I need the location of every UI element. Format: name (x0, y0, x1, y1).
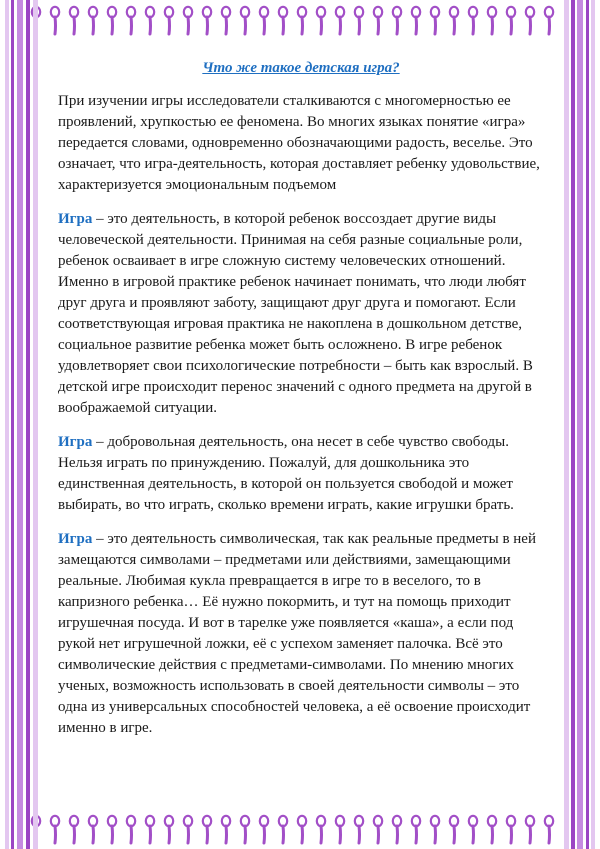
spiral-ring-icon (317, 7, 325, 34)
spiral-ring-icon (146, 816, 154, 843)
side-stripe (33, 0, 38, 849)
spiral-ring-icon (127, 816, 135, 843)
spiral-border-bottom (0, 809, 600, 849)
spiral-ring-icon (412, 816, 420, 843)
spiral-ring-icon (279, 816, 287, 843)
spiral-ring-icon (279, 7, 287, 34)
spiral-ring-icon (241, 7, 249, 34)
spiral-ring-icon (393, 7, 401, 34)
spiral-ring-icon (203, 7, 211, 34)
spiral-ring-icon (469, 816, 477, 843)
spiral-ring-icon (450, 7, 458, 34)
spiral-ring-icon (545, 7, 553, 34)
spiral-ring-icon (526, 816, 534, 843)
spiral-ring-icon (108, 816, 116, 843)
spiral-ring-icon (336, 816, 344, 843)
paragraph-term: Игра (58, 434, 93, 450)
spiral-ring-icon (317, 816, 325, 843)
spiral-ring-icon (450, 816, 458, 843)
spiral-ring-icon (336, 7, 344, 34)
spiral-ring-icon (355, 816, 363, 843)
spiral-ring-icon (51, 7, 59, 34)
paragraph-intro (58, 91, 544, 196)
spiral-ring-icon (412, 7, 420, 34)
spiral-ring-icon (70, 816, 78, 843)
paragraph-definition-1 (58, 209, 544, 419)
paragraph-text: – это деятельность, в которой ребенок воссоздает другие виды человеческой деятельности. Принимая на себя разные социальные роли, ребенок осваивает в игре сложную систему человеческих отношений. Именно в игровой практике ребенок начинает понимать, что люди любят друг друга и проявляют заботу, защищают друг друга и помогают. Если соответствующая игровая практика не накоплена в дошкольном детстве, социальное развитие ребенка может быть осложнено. В игре ребенок удовлетворяет свои психологические потребности – быть как взрослый. В детской игре происходит перенос значений с одного предмета на другой в воображаемой ситуации. (58, 211, 533, 416)
spiral-ring-icon (184, 7, 192, 34)
spiral-ring-icon (222, 816, 230, 843)
paragraph-text: При изучении игры исследователи сталкиваются с многомерностью ее проявлений, хрупкостью ее феномена. Во многих языках понятие «игра» передается словами, одновременно обозначающими радость, веселье. Это означает, что игра-деятельность, которая доставляет ребенку удовольствие, характеризуется эмоциональным подъемом (58, 93, 540, 193)
spiral-ring-icon (469, 7, 477, 34)
spiral-ring-icon (127, 7, 135, 34)
spiral-ring-icon (146, 7, 154, 34)
side-stripe (17, 0, 23, 849)
spiral-ring-icon (260, 816, 268, 843)
spiral-ring-icon (526, 7, 534, 34)
side-stripe-border-right (560, 0, 600, 849)
spiral-ring-icon (260, 7, 268, 34)
spiral-ring-icon (507, 7, 515, 34)
document-title: Что же такое детская игра? (202, 60, 400, 76)
spiral-ring-icon (507, 816, 515, 843)
spiral-ring-icon (184, 816, 192, 843)
spiral-ring-icon (488, 816, 496, 843)
spiral-ring-icon (222, 7, 230, 34)
spiral-ring-icon (51, 816, 59, 843)
spiral-ring-icon (374, 7, 382, 34)
spiral-ring-icon (203, 816, 211, 843)
side-stripe (591, 0, 595, 849)
spiral-ring-icon (70, 7, 78, 34)
spiral-ring-icon (89, 816, 97, 843)
spiral-ring-icon (374, 816, 382, 843)
side-stripe (577, 0, 583, 849)
side-stripe (571, 0, 575, 849)
spiral-ring-icon (165, 7, 173, 34)
document-body (58, 58, 544, 752)
paragraph-definition-2 (58, 432, 544, 516)
paragraph-term: Игра (58, 531, 93, 547)
side-stripe-border-left (0, 0, 40, 849)
spiral-ring-icon (545, 816, 553, 843)
spiral-ring-icon (165, 816, 173, 843)
spiral-ring-icon (241, 816, 249, 843)
spiral-ring-icon (488, 7, 496, 34)
paragraph-text: – это деятельность символическая, так как реальные предметы в ней замещаются символами – предметами или действиями, замещающими реальные. Любимая кукла превращается в игре то в веселого, то в капризного ребенка… Её нужно покормить, и тут на помощь приходит игрушечная посуда. И вот в тарелке уже появляется «каша», а если под рукой нет игрушечной ложки, её с успехом заменяет палочка. Всё это символические действия с предметами-символами. По мнению многих ученых, возможность использовать в своей деятельности символы – это одна из универсальных способностей человека, а её освоение происходит именно в игре. (58, 531, 536, 736)
spiral-ring-icon (89, 7, 97, 34)
side-stripe (26, 0, 30, 849)
paragraph-text: – добровольная деятельность, она несет в себе чувство свободы. Нельзя играть по принуждению. Пожалуй, для дошкольника это единственная деятельность, в которой он пользуется свободой и может выбирать, во что играть, сколько времени играть, какие игрушки брать. (58, 434, 514, 513)
side-stripe (11, 0, 14, 849)
paragraph-term: Игра (58, 211, 93, 227)
paragraph-definition-3 (58, 529, 544, 739)
spiral-ring-icon (355, 7, 363, 34)
spiral-ring-icon (108, 7, 116, 34)
spiral-ring-icon (393, 816, 401, 843)
side-stripe (586, 0, 589, 849)
spiral-ring-icon (298, 816, 306, 843)
spiral-ring-icon (298, 7, 306, 34)
side-stripe (5, 0, 9, 849)
spiral-border-top (0, 0, 600, 40)
spiral-ring-icon (431, 816, 439, 843)
side-stripe (564, 0, 569, 849)
spiral-ring-icon (431, 7, 439, 34)
